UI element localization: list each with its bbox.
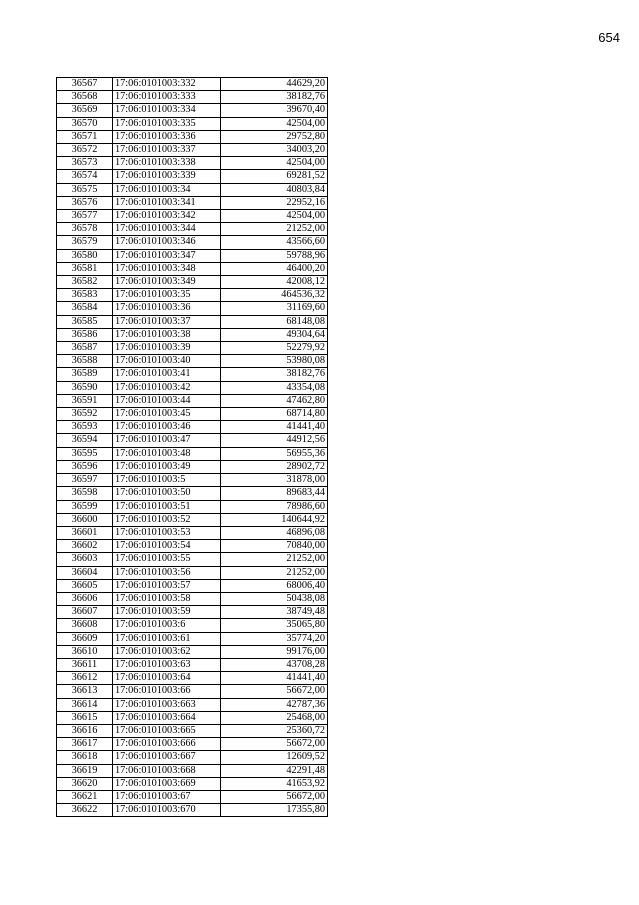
cadastral-number-cell: 17:06:0101003:668 <box>113 764 221 777</box>
table-row <box>57 619 328 632</box>
table-row <box>57 474 328 487</box>
value-cell: 17355,80 <box>221 804 328 817</box>
value-cell: 25468,00 <box>221 711 328 724</box>
cadastral-number-cell: 17:06:0101003:342 <box>113 210 221 223</box>
table-row <box>57 685 328 698</box>
value-cell: 68006,40 <box>221 579 328 592</box>
table-row <box>57 724 328 737</box>
row-number-cell: 36591 <box>57 394 113 407</box>
cadastral-number-cell: 17:06:0101003:51 <box>113 500 221 513</box>
table-row <box>57 276 328 289</box>
cadastral-number-cell: 17:06:0101003:56 <box>113 566 221 579</box>
cadastral-number-cell: 17:06:0101003:334 <box>113 104 221 117</box>
table-row <box>57 526 328 539</box>
value-cell: 22952,16 <box>221 196 328 209</box>
cadastral-number-cell: 17:06:0101003:63 <box>113 658 221 671</box>
cadastral-number-cell: 17:06:0101003:61 <box>113 632 221 645</box>
cadastral-number-cell: 17:06:0101003:663 <box>113 698 221 711</box>
table-row <box>57 487 328 500</box>
cadastral-number-cell: 17:06:0101003:36 <box>113 302 221 315</box>
row-number-cell: 36610 <box>57 645 113 658</box>
table-row <box>57 711 328 724</box>
value-cell: 53980,08 <box>221 355 328 368</box>
value-cell: 31878,00 <box>221 474 328 487</box>
value-cell: 49304,64 <box>221 328 328 341</box>
value-cell: 34003,20 <box>221 144 328 157</box>
cadastral-number-cell: 17:06:0101003:62 <box>113 645 221 658</box>
value-cell: 42504,00 <box>221 210 328 223</box>
cadastral-number-cell: 17:06:0101003:44 <box>113 394 221 407</box>
row-number-cell: 36621 <box>57 790 113 803</box>
cadastral-number-cell: 17:06:0101003:34 <box>113 183 221 196</box>
table-row <box>57 566 328 579</box>
value-cell: 39670,40 <box>221 104 328 117</box>
value-cell: 44912,56 <box>221 434 328 447</box>
table-row <box>57 130 328 143</box>
row-number-cell: 36584 <box>57 302 113 315</box>
row-number-cell: 36620 <box>57 777 113 790</box>
row-number-cell: 36573 <box>57 157 113 170</box>
cadastral-number-cell: 17:06:0101003:66 <box>113 685 221 698</box>
table-row <box>57 672 328 685</box>
row-number-cell: 36612 <box>57 672 113 685</box>
row-number-cell: 36581 <box>57 262 113 275</box>
value-cell: 44629,20 <box>221 78 328 91</box>
row-number-cell: 36583 <box>57 289 113 302</box>
cadastral-number-cell: 17:06:0101003:45 <box>113 408 221 421</box>
row-number-cell: 36575 <box>57 183 113 196</box>
value-cell: 99176,00 <box>221 645 328 658</box>
row-number-cell: 36596 <box>57 460 113 473</box>
cadastral-number-cell: 17:06:0101003:40 <box>113 355 221 368</box>
row-number-cell: 36577 <box>57 210 113 223</box>
table-row <box>57 183 328 196</box>
cadastral-number-cell: 17:06:0101003:347 <box>113 249 221 262</box>
value-cell: 42504,00 <box>221 117 328 130</box>
table-row <box>57 117 328 130</box>
value-cell: 42504,00 <box>221 157 328 170</box>
row-number-cell: 36605 <box>57 579 113 592</box>
cadastral-number-cell: 17:06:0101003:49 <box>113 460 221 473</box>
value-cell: 12609,52 <box>221 751 328 764</box>
cadastral-number-cell: 17:06:0101003:35 <box>113 289 221 302</box>
row-number-cell: 36618 <box>57 751 113 764</box>
cadastral-number-cell: 17:06:0101003:337 <box>113 144 221 157</box>
value-cell: 41441,40 <box>221 672 328 685</box>
row-number-cell: 36622 <box>57 804 113 817</box>
row-number-cell: 36595 <box>57 447 113 460</box>
row-number-cell: 36608 <box>57 619 113 632</box>
row-number-cell: 36599 <box>57 500 113 513</box>
value-cell: 70840,00 <box>221 540 328 553</box>
value-cell: 68148,08 <box>221 315 328 328</box>
value-cell: 43566,60 <box>221 236 328 249</box>
value-cell: 42787,36 <box>221 698 328 711</box>
row-number-cell: 36574 <box>57 170 113 183</box>
table-row <box>57 606 328 619</box>
value-cell: 140644,92 <box>221 513 328 526</box>
row-number-cell: 36606 <box>57 592 113 605</box>
cadastral-number-cell: 17:06:0101003:42 <box>113 381 221 394</box>
cadastral-number-cell: 17:06:0101003:58 <box>113 592 221 605</box>
cadastral-number-cell: 17:06:0101003:665 <box>113 724 221 737</box>
table-row <box>57 421 328 434</box>
table-row <box>57 513 328 526</box>
cadastral-number-cell: 17:06:0101003:39 <box>113 342 221 355</box>
table-row <box>57 553 328 566</box>
cadastral-number-cell: 17:06:0101003:336 <box>113 130 221 143</box>
row-number-cell: 36568 <box>57 91 113 104</box>
cadastral-number-cell: 17:06:0101003:54 <box>113 540 221 553</box>
value-cell: 35065,80 <box>221 619 328 632</box>
value-cell: 50438,08 <box>221 592 328 605</box>
table-row <box>57 236 328 249</box>
value-cell: 35774,20 <box>221 632 328 645</box>
table-row <box>57 104 328 117</box>
row-number-cell: 36588 <box>57 355 113 368</box>
cadastral-number-cell: 17:06:0101003:666 <box>113 738 221 751</box>
cadastral-number-cell: 17:06:0101003:670 <box>113 804 221 817</box>
value-cell: 42008,12 <box>221 276 328 289</box>
row-number-cell: 36611 <box>57 658 113 671</box>
cadastral-number-cell: 17:06:0101003:64 <box>113 672 221 685</box>
value-cell: 21252,00 <box>221 553 328 566</box>
row-number-cell: 36594 <box>57 434 113 447</box>
table-row <box>57 315 328 328</box>
row-number-cell: 36593 <box>57 421 113 434</box>
row-number-cell: 36571 <box>57 130 113 143</box>
row-number-cell: 36619 <box>57 764 113 777</box>
value-cell: 28902,72 <box>221 460 328 473</box>
value-cell: 464536,32 <box>221 289 328 302</box>
cadastral-number-cell: 17:06:0101003:341 <box>113 196 221 209</box>
table-row <box>57 170 328 183</box>
value-cell: 25360,72 <box>221 724 328 737</box>
value-cell: 52279,92 <box>221 342 328 355</box>
cadastral-number-cell: 17:06:0101003:57 <box>113 579 221 592</box>
table-row <box>57 91 328 104</box>
row-number-cell: 36615 <box>57 711 113 724</box>
table-row <box>57 738 328 751</box>
cadastral-number-cell: 17:06:0101003:52 <box>113 513 221 526</box>
cadastral-number-cell: 17:06:0101003:667 <box>113 751 221 764</box>
value-cell: 56672,00 <box>221 790 328 803</box>
cadastral-number-cell: 17:06:0101003:338 <box>113 157 221 170</box>
cadastral-number-cell: 17:06:0101003:37 <box>113 315 221 328</box>
value-cell: 47462,80 <box>221 394 328 407</box>
table-row <box>57 78 328 91</box>
value-cell: 42291,48 <box>221 764 328 777</box>
table-row <box>57 355 328 368</box>
cadastral-number-cell: 17:06:0101003:41 <box>113 368 221 381</box>
table-row <box>57 500 328 513</box>
cadastral-number-cell: 17:06:0101003:67 <box>113 790 221 803</box>
cadastral-number-cell: 17:06:0101003:664 <box>113 711 221 724</box>
row-number-cell: 36602 <box>57 540 113 553</box>
value-cell: 78986,60 <box>221 500 328 513</box>
row-number-cell: 36600 <box>57 513 113 526</box>
table-row <box>57 804 328 817</box>
page-number: 654 <box>598 30 620 45</box>
cadastral-number-cell: 17:06:0101003:346 <box>113 236 221 249</box>
row-number-cell: 36585 <box>57 315 113 328</box>
cadastral-number-cell: 17:06:0101003:339 <box>113 170 221 183</box>
row-number-cell: 36576 <box>57 196 113 209</box>
row-number-cell: 36589 <box>57 368 113 381</box>
table-row <box>57 447 328 460</box>
value-cell: 59788,96 <box>221 249 328 262</box>
row-number-cell: 36613 <box>57 685 113 698</box>
value-cell: 43354,08 <box>221 381 328 394</box>
row-number-cell: 36617 <box>57 738 113 751</box>
value-cell: 56672,00 <box>221 738 328 751</box>
table-row <box>57 394 328 407</box>
cadastral-number-cell: 17:06:0101003:333 <box>113 91 221 104</box>
value-cell: 38182,76 <box>221 368 328 381</box>
cadastral-number-cell: 17:06:0101003:669 <box>113 777 221 790</box>
table-row <box>57 249 328 262</box>
row-number-cell: 36580 <box>57 249 113 262</box>
row-number-cell: 36592 <box>57 408 113 421</box>
table-row <box>57 592 328 605</box>
cadastral-number-cell: 17:06:0101003:335 <box>113 117 221 130</box>
row-number-cell: 36604 <box>57 566 113 579</box>
value-cell: 56672,00 <box>221 685 328 698</box>
row-number-cell: 36607 <box>57 606 113 619</box>
cadastral-number-cell: 17:06:0101003:332 <box>113 78 221 91</box>
value-cell: 43708,28 <box>221 658 328 671</box>
row-number-cell: 36598 <box>57 487 113 500</box>
value-cell: 21252,00 <box>221 223 328 236</box>
table-row <box>57 764 328 777</box>
row-number-cell: 36597 <box>57 474 113 487</box>
row-number-cell: 36616 <box>57 724 113 737</box>
table-row <box>57 579 328 592</box>
cadastral-number-cell: 17:06:0101003:55 <box>113 553 221 566</box>
registry-table-body <box>57 78 328 817</box>
table-row <box>57 289 328 302</box>
table-row <box>57 777 328 790</box>
table-row <box>57 196 328 209</box>
table-row <box>57 408 328 421</box>
table-row <box>57 210 328 223</box>
table-row <box>57 368 328 381</box>
table-row <box>57 751 328 764</box>
value-cell: 40803,84 <box>221 183 328 196</box>
row-number-cell: 36578 <box>57 223 113 236</box>
table-row <box>57 328 328 341</box>
row-number-cell: 36569 <box>57 104 113 117</box>
row-number-cell: 36570 <box>57 117 113 130</box>
table-row <box>57 658 328 671</box>
table-row <box>57 302 328 315</box>
row-number-cell: 36572 <box>57 144 113 157</box>
value-cell: 38749,48 <box>221 606 328 619</box>
row-number-cell: 36582 <box>57 276 113 289</box>
cadastral-number-cell: 17:06:0101003:59 <box>113 606 221 619</box>
row-number-cell: 36614 <box>57 698 113 711</box>
cadastral-number-cell: 17:06:0101003:50 <box>113 487 221 500</box>
value-cell: 46896,08 <box>221 526 328 539</box>
value-cell: 46400,20 <box>221 262 328 275</box>
value-cell: 68714,80 <box>221 408 328 421</box>
value-cell: 38182,76 <box>221 91 328 104</box>
value-cell: 69281,52 <box>221 170 328 183</box>
row-number-cell: 36609 <box>57 632 113 645</box>
table-row <box>57 157 328 170</box>
table-row <box>57 540 328 553</box>
table-row <box>57 144 328 157</box>
cadastral-number-cell: 17:06:0101003:5 <box>113 474 221 487</box>
cadastral-number-cell: 17:06:0101003:348 <box>113 262 221 275</box>
row-number-cell: 36567 <box>57 78 113 91</box>
cadastral-number-cell: 17:06:0101003:344 <box>113 223 221 236</box>
table-row <box>57 223 328 236</box>
table-row <box>57 790 328 803</box>
value-cell: 21252,00 <box>221 566 328 579</box>
value-cell: 89683,44 <box>221 487 328 500</box>
cadastral-number-cell: 17:06:0101003:53 <box>113 526 221 539</box>
row-number-cell: 36579 <box>57 236 113 249</box>
cadastral-number-cell: 17:06:0101003:46 <box>113 421 221 434</box>
table-row <box>57 434 328 447</box>
row-number-cell: 36603 <box>57 553 113 566</box>
value-cell: 56955,36 <box>221 447 328 460</box>
row-number-cell: 36601 <box>57 526 113 539</box>
registry-table <box>56 77 328 817</box>
cadastral-number-cell: 17:06:0101003:38 <box>113 328 221 341</box>
row-number-cell: 36586 <box>57 328 113 341</box>
table-row <box>57 262 328 275</box>
value-cell: 29752,80 <box>221 130 328 143</box>
value-cell: 41441,40 <box>221 421 328 434</box>
cadastral-number-cell: 17:06:0101003:48 <box>113 447 221 460</box>
value-cell: 31169,60 <box>221 302 328 315</box>
table-row <box>57 645 328 658</box>
cadastral-number-cell: 17:06:0101003:47 <box>113 434 221 447</box>
table-row <box>57 632 328 645</box>
cadastral-number-cell: 17:06:0101003:349 <box>113 276 221 289</box>
row-number-cell: 36587 <box>57 342 113 355</box>
cadastral-number-cell: 17:06:0101003:6 <box>113 619 221 632</box>
table-row <box>57 698 328 711</box>
table-row <box>57 381 328 394</box>
table-row <box>57 460 328 473</box>
row-number-cell: 36590 <box>57 381 113 394</box>
table-row <box>57 342 328 355</box>
value-cell: 41653,92 <box>221 777 328 790</box>
